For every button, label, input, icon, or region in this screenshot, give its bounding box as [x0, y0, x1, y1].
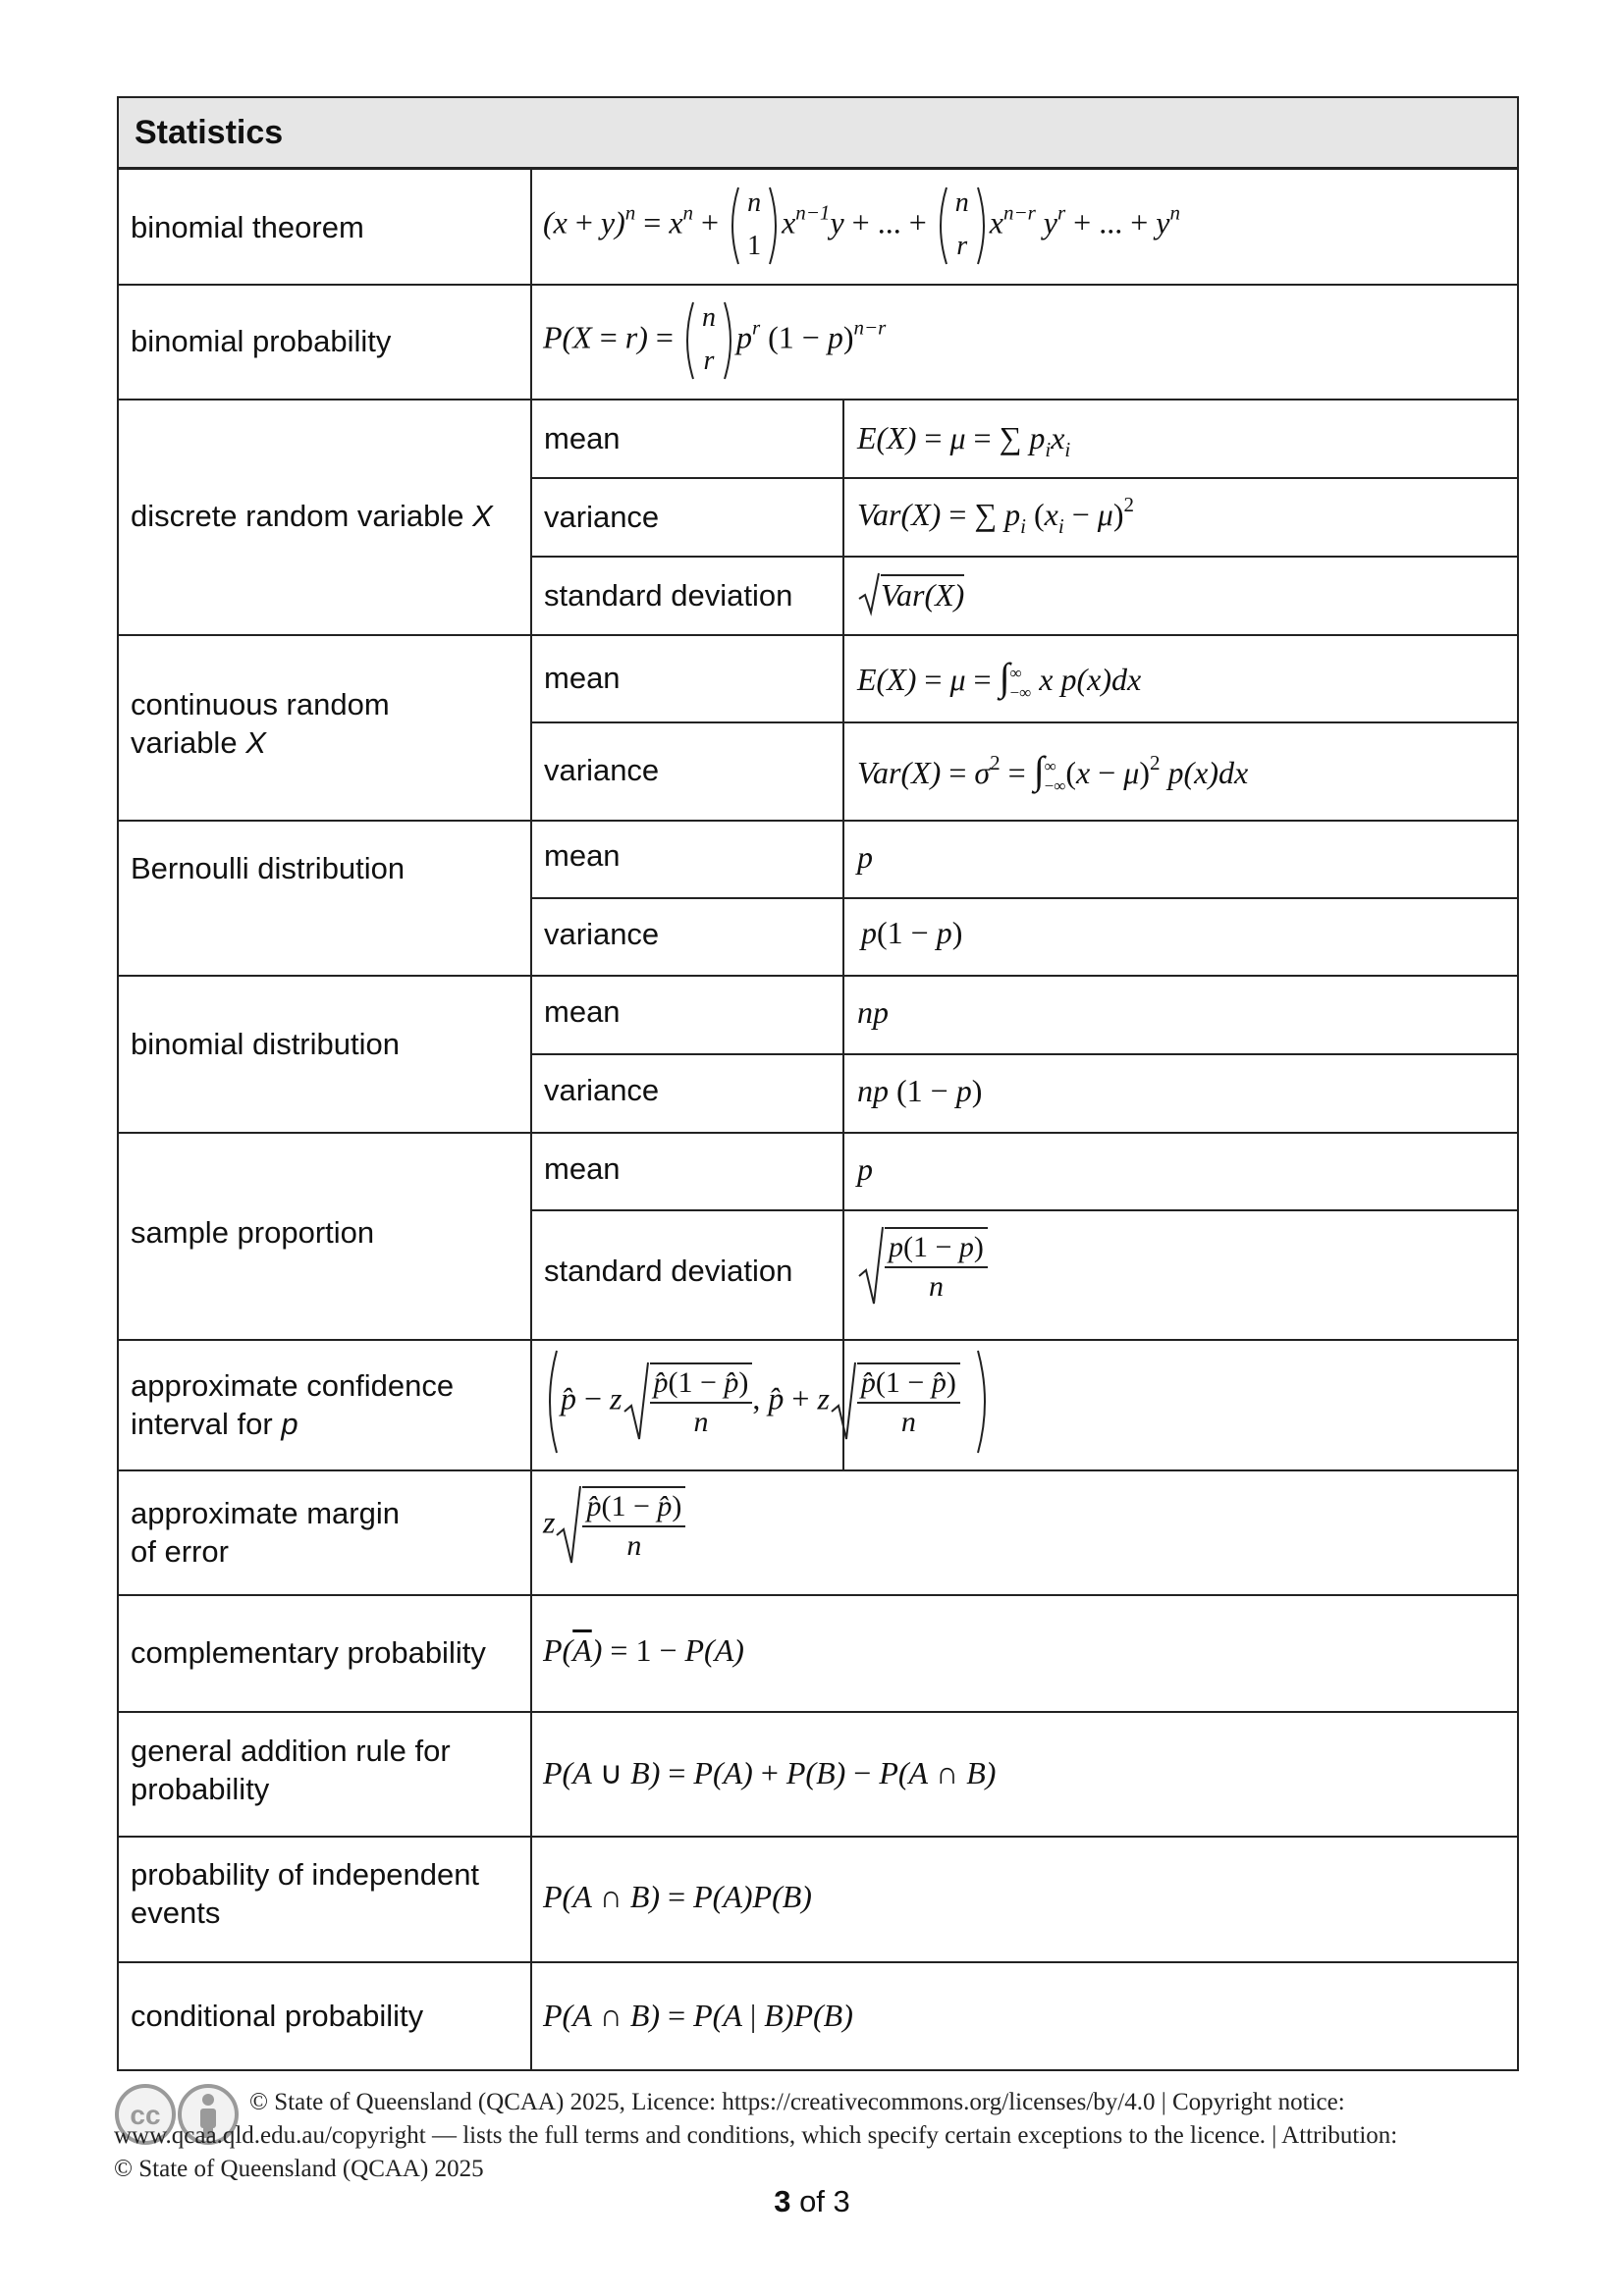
formula-sample-mean: p: [857, 1151, 873, 1187]
label-mean: mean: [544, 421, 621, 455]
row-divider: [119, 1961, 1517, 1963]
label-independent-events: probability of independent events: [131, 1857, 480, 1930]
formula-discrete-sd: Var(X): [857, 570, 964, 616]
footer-line-3: © State of Queensland (QCAA) 2025: [114, 2156, 484, 2182]
row-divider: [119, 975, 1517, 977]
row-divider: [532, 477, 1519, 479]
row-divider: [532, 1053, 1519, 1055]
label-mean: mean: [544, 661, 621, 695]
formula-addition-rule: P(A ∪ B) = P(A) + P(B) − P(A ∩ B): [543, 1755, 997, 1790]
formula-conditional: P(A ∩ B) = P(A | B)P(B): [543, 1998, 853, 2033]
row-divider: [119, 1711, 1517, 1713]
row-divider: [532, 1209, 1519, 1211]
row-divider: [119, 1836, 1517, 1838]
label-standard-deviation: standard deviation: [544, 578, 793, 613]
row-divider: [119, 284, 1517, 286]
formula-bernoulli-mean: p: [857, 839, 873, 875]
formula-sample-sd: $\frac{p(1 - p)}{n}$: [857, 1225, 988, 1308]
label-standard-deviation: standard deviation: [544, 1254, 793, 1288]
formula-binomial-mean: np: [857, 994, 889, 1030]
row-divider: [119, 634, 1517, 636]
formula-complementary: $P(\overline{A}) = 1 - P(A)$: [543, 1632, 744, 1668]
row-divider: [119, 1339, 1517, 1341]
svg-text:cc: cc: [130, 2100, 161, 2130]
row-divider: [532, 721, 1519, 723]
column-divider: [530, 170, 532, 2071]
label-continuous-rv: continuous random variable X: [131, 687, 390, 760]
footer-line-2: www.qcaa.qld.edu.au/copyright — lists the full terms and conditions, which specify certain exceptions to the licence. | Attribution:: [114, 2122, 1398, 2149]
label-variance: variance: [544, 917, 660, 951]
label-binomial-probability: binomial probability: [131, 324, 392, 358]
label-margin-of-error: approximate margin of error: [131, 1496, 400, 1569]
column-divider: [842, 399, 844, 1469]
row-divider: [119, 820, 1517, 822]
row-divider: [532, 897, 1519, 899]
label-binomial-distribution: binomial distribution: [131, 1027, 400, 1061]
label-sample-proportion: sample proportion: [131, 1215, 375, 1250]
page-number: 3 of 3: [774, 2184, 850, 2218]
label-complementary: complementary probability: [131, 1635, 486, 1670]
row-divider: [119, 1594, 1517, 1596]
footer-line-1: © State of Queensland (QCAA) 2025, Licence: https://creativecommons.org/licenses/by/4.0 | Copyright notice:: [249, 2089, 1345, 2115]
formula-table: [117, 96, 1519, 2071]
label-binomial-theorem: binomial theorem: [131, 210, 364, 244]
row-divider: [119, 399, 1517, 400]
section-header: [119, 98, 1517, 170]
label-variance: variance: [544, 753, 660, 787]
row-divider: [532, 556, 1519, 558]
label-confidence-interval: approximate confidence interval for p: [131, 1368, 455, 1441]
label-variance: variance: [544, 500, 660, 534]
formula-binomial-probability: P(X = r) = n r $p^r$ $(1 - p)^{n-r}$: [543, 298, 886, 383]
label-mean: mean: [544, 994, 621, 1029]
formula-binomial-theorem: $(x + y)^n = x^n$ + n 1 $x^{n-1}y$ + ... + n r $x^{n-r}$ $y^r$ + ... + $y^n$: [543, 184, 1180, 268]
formula-bernoulli-variance: p(1 − p): [861, 915, 963, 950]
label-mean: mean: [544, 838, 621, 873]
formula-discrete-variance: Var(X) = ∑ $p_i$ $(x_i - \mu)^2$: [857, 493, 1134, 538]
label-conditional: conditional probability: [131, 1999, 424, 2033]
label-addition-rule: general addition rule for probability: [131, 1734, 451, 1806]
label-variance: variance: [544, 1073, 660, 1107]
row-divider: [119, 1132, 1517, 1134]
copyright-notice: [114, 2086, 1528, 2186]
formula-binomial-variance: np (1 − p): [857, 1073, 983, 1108]
formula-margin-of-error: z $\frac{p̂(1 - p̂)}{n}$: [543, 1484, 685, 1567]
formula-continuous-variance: $Var(X) = \sigma^2$ = ∫∞ $-\infty(x - \mu)^2$ p(x)dx: [857, 748, 1249, 795]
formula-confidence-interval: p̂ − z $\frac{p̂(1 - p̂)}{n}$ , p̂ + z $\frac{p̂(1 - p̂)}{n}$: [543, 1347, 992, 1457]
row-divider: [119, 1469, 1517, 1471]
label-discrete-rv: discrete random variable X: [131, 499, 493, 533]
formula-discrete-mean: E(X) = μ = ∑ $p_ix_i$: [857, 420, 1071, 461]
label-mean: mean: [544, 1151, 621, 1186]
formula-independent-events: P(A ∩ B) = P(A)P(B): [543, 1879, 812, 1914]
section-title: Statistics: [135, 114, 284, 151]
label-bernoulli: Bernoulli distribution: [131, 851, 406, 885]
formula-continuous-mean: E(X) = μ = ∫∞ −∞ x p(x)dx: [857, 655, 1142, 702]
